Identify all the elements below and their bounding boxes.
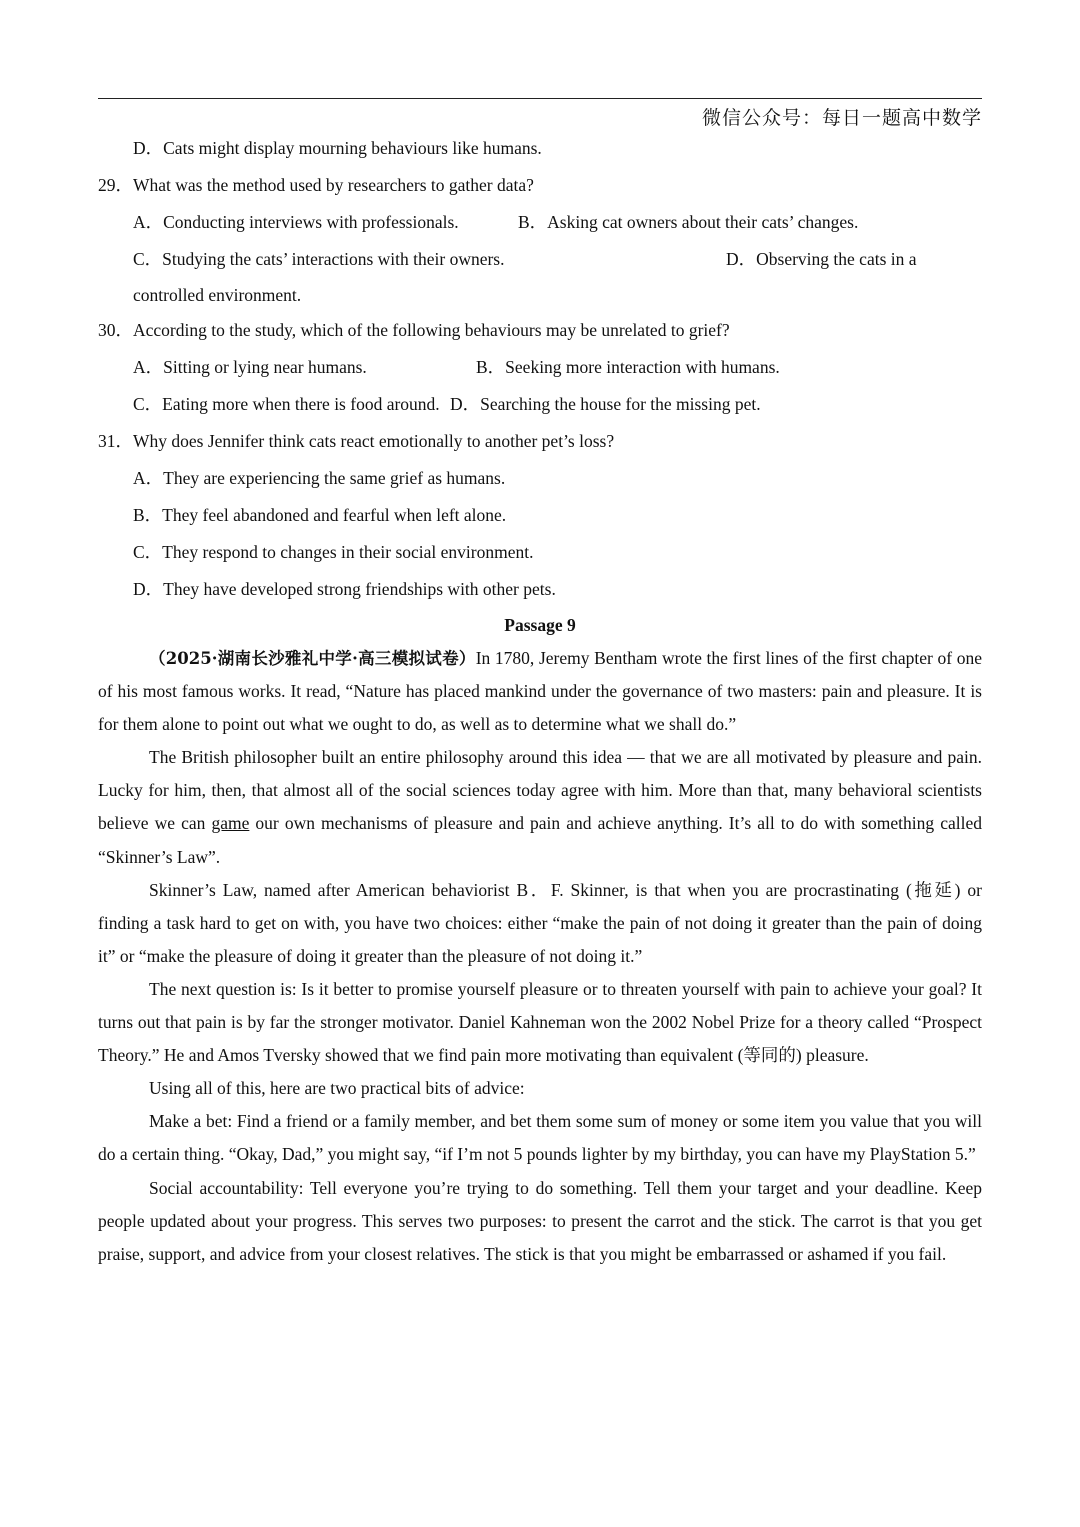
question-31-option-c: C．They respond to changes in their social environment. (133, 542, 534, 562)
question-31-option-d: D．They have developed strong friendships with other pets. (133, 579, 556, 599)
question-31-stem: 31．Why does Jennifer think cats react emotionally to another pet’s loss? (98, 431, 615, 451)
prev-option-d: D．Cats might display mourning behaviours like humans. (133, 138, 542, 158)
passage-paragraph-2 (98, 741, 982, 873)
passage-paragraph-6: Make a bet: Find a friend or a family member, and bet them some sum of money or some item you value that you will do a certain thing. “Okay, Dad,” you might say, “if I’m not 5 pounds lighter by my birthday, you can have my PlayStation 5.” (98, 1111, 982, 1165)
question-31-option-a: A．They are experiencing the same grief as humans. (133, 468, 506, 488)
header-rule (98, 98, 982, 99)
passage-paragraph-2-part-2: our own mechanisms of pleasure and pain and achieve anything. It’s all to do with something called “Skinner’s Law”. (98, 813, 982, 867)
passage-paragraph-1-text: In 1780, Jeremy Bentham wrote the first lines of the first chapter of one of his most famous works. It read, “Nature has placed mankind under the governance of two masters: pain and pleasure. It is for them alone to point out what we ought to do, as well as to determine what we shall do.” (98, 648, 982, 735)
question-29-options-cd (98, 241, 982, 278)
question-30-option-a: A．Sitting or lying near humans. (133, 357, 367, 377)
question-29-option-b: B．Asking cat owners about their cats’ changes. (518, 212, 859, 232)
question-29-option-d: D．Observing the cats in a (726, 249, 917, 269)
passage-title: Passage 9 (504, 615, 576, 635)
page-content (98, 130, 982, 1271)
question-30-option-c: C．Eating more when there is food around. (133, 394, 440, 414)
passage-paragraph-3: Skinner’s Law, named after American behaviorist B．F. Skinner, is that when you are procrastinating (拖延) or finding a task hard to get on with, you have two choices: either “make the pain of not doing it greater than the pain of doing it” or “make the pleasure of doing it greater than the pleasure of not doing it.” (98, 879, 982, 966)
passage-paragraph-4: The next question is: Is it better to promise yourself pleasure or to threaten yourself with pain to achieve your goal? It turns out that pain is by far the stronger motivator. Daniel Kahneman won the 2002 Nobel Prize for a theory called “Prospect Theory.” He and Amos Tversky showed that we find pain more motivating than equivalent (等同的) pleasure. (98, 978, 982, 1066)
question-29-options-ab (98, 204, 982, 241)
question-29-stem: 29．What was the method used by researchers to gather data? (98, 175, 534, 195)
question-30-option-b: B．Seeking more interaction with humans. (476, 357, 780, 377)
question-30-stem: 30．According to the study, which of the following behaviours may be unrelated to grief? (98, 320, 730, 340)
question-29-option-d-continued: controlled environment. (133, 285, 302, 305)
question-31-option-b: B．They feel abandoned and fearful when left alone. (133, 505, 507, 525)
underlined-word-game: game (211, 813, 250, 834)
header-watermark: 微信公众号：每日一题高中数学 (701, 107, 982, 129)
passage-paragraph-5: Using all of this, here are two practical bits of advice: (149, 1078, 525, 1099)
passage-paragraph-2-part-1: The British philosopher built an entire philosophy around this idea — that we are all motivated by pleasure and pain. Lucky for him, then, that almost all of the social sciences today agree with him. More than that, many behavioral scientists believe we can (98, 747, 982, 834)
question-29-option-a: A．Conducting interviews with professionals. (133, 212, 459, 232)
passage-source: （2025·湖南长沙雅礼中学·高三模拟试卷） (149, 649, 476, 668)
passage-paragraph-1 (98, 642, 982, 741)
passage-paragraph-7: Social accountability: Tell everyone you’re trying to do something. Tell them your target and your deadline. Keep people updated about your progress. This serves two purposes: to present the carrot and the stick. The carrot is that you get praise, support, and advice from your closest relatives. The stick is that you might be embarrassed or ashamed if you fail. (98, 1177, 982, 1264)
question-30-option-d: D．Searching the house for the missing pet. (450, 394, 761, 414)
question-30-options-cd (98, 386, 982, 423)
question-29-option-c: C．Studying the cats’ interactions with their owners. (133, 249, 505, 269)
question-30-options-ab (98, 349, 982, 386)
